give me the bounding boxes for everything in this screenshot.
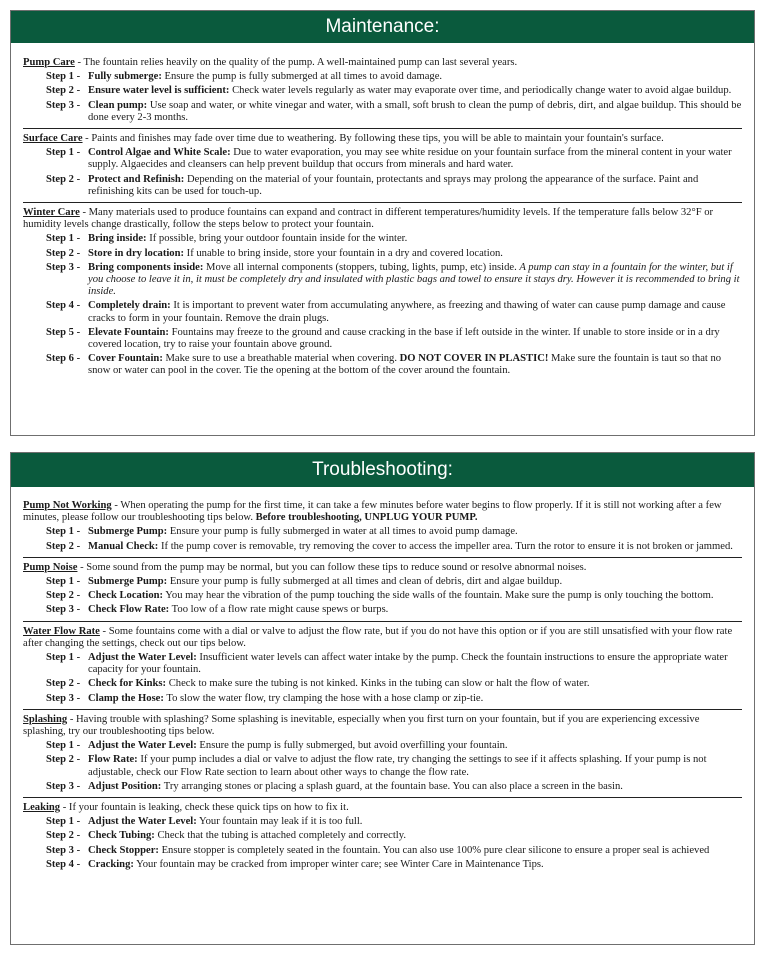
step-label: Cover Fountain: (88, 353, 163, 365)
step-description: Check to make sure the tubing is not kinked. Kinks in the tubing can slow or halt the flow of water. (166, 678, 590, 690)
maintenance-title: Maintenance: (11, 11, 754, 43)
step-number: Step 1 - (46, 71, 81, 83)
section-title: Surface Care (23, 133, 83, 145)
step-description: Depending on the material of your fountain, protectants and sprays may prolong the appearance of the surface. Paint and refinishing kits can be used for touch-up. (88, 173, 699, 197)
step-description: Ensure your pump is fully submerged in water at all times to avoid pump damage. (167, 526, 518, 538)
step-description: Ensure the pump is fully submerged at all times to avoid damage. (161, 71, 443, 83)
step-description: Ensure stopper is completely seated in the fountain. You can also use 100% pure clear silicone to ensure a proper seal is achieved (158, 844, 710, 856)
step-text (88, 830, 742, 842)
step-number: Step 5 - (46, 326, 81, 338)
step-label: Check Tubing: (88, 830, 155, 842)
step-label: Adjust the Water Level: (88, 816, 197, 828)
step-text (88, 300, 742, 324)
step-text (88, 678, 742, 690)
step-text (88, 541, 742, 553)
step-row (23, 576, 742, 588)
step-row (23, 85, 742, 97)
section-intro (23, 714, 742, 738)
section-title: Pump Noise (23, 561, 78, 573)
step-label: Manual Check: (88, 540, 159, 552)
step-text (88, 233, 742, 245)
section-title: Splashing (23, 713, 68, 725)
step-text (88, 576, 742, 588)
step-description: If unable to bring inside, store your fountain in a dry and covered location. (184, 247, 503, 259)
section-intro-text: - If your fountain is leaking, check these quick tips on how to fix it. (60, 802, 349, 814)
section-title: Winter Care (23, 207, 80, 219)
step-description: Too low of a flow rate might cause spews or burps. (169, 604, 389, 616)
section-intro (23, 133, 742, 145)
step-row (23, 262, 742, 299)
step-label: Clamp the Hose: (88, 692, 164, 704)
step-number: Step 3 - (46, 261, 81, 273)
step-description: Due to water evaporation, you may see white residue on your fountain surface from the mineral content in your water supply. Algaecides and cleansers can help prevent buildup that occurs from minerals and hard water. (88, 147, 732, 171)
step-number: Step 1 - (46, 526, 81, 538)
step-label: Submerge Pump: (88, 526, 168, 538)
step-description: Ensure your pump is fully submerged at all times and clean of debris, dirt and algae buildup. (167, 576, 563, 588)
section-intro-text: - Having trouble with splashing? Some splashing is inevitable, especially when you first turn on your fountain, but if you are experiencing excessive splashing, try our troubleshooting tips below. (23, 713, 700, 738)
step-text (88, 174, 742, 198)
step-text (88, 71, 742, 83)
step-row (23, 526, 742, 538)
step-row (23, 604, 742, 616)
troubleshooting-body (11, 487, 754, 875)
step-note: A pump can stay in a fountain for the winter, but if you choose to leave it in, it must be completely dry and insulated with plastic bags and towel to ensure it stays dry. However it is recommended to bring it inside. (88, 261, 740, 298)
section-intro-text: - The fountain relies heavily on the quality of the pump. A well-maintained pump can last several years. (74, 57, 518, 68)
step-number: Step 2 - (46, 173, 81, 185)
step-text (88, 859, 742, 871)
step-number: Step 1 - (46, 816, 81, 828)
section-intro-text: - Many materials used to produce fountains can expand and contract in different temperatures/humidity levels. If the temperature falls below 32°F or humidity levels change drastically, follow the steps below to protect your fountain. (23, 207, 714, 231)
section-intro (23, 626, 742, 650)
step-description: Use soap and water, or white vinegar and water, with a small, soft brush to clean the pump of debris, dirt, and algae buildup. This should be done every 2-3 months. (88, 99, 742, 123)
step-row (23, 248, 742, 260)
step-number: Step 4 - (46, 858, 81, 870)
step-description: Your fountain may be cracked from improper winter care; see Winter Care in Maintenance Tips. (133, 858, 544, 870)
step-label: Bring components inside: (88, 261, 204, 273)
section-pump-care (23, 57, 742, 128)
step-text (88, 590, 742, 602)
section-splashing (23, 709, 742, 797)
step-warning: DO NOT COVER IN PLASTIC! (399, 353, 549, 365)
step-row (23, 300, 742, 324)
maintenance-body (11, 43, 754, 382)
step-row (23, 652, 742, 676)
section-pump-noise (23, 557, 742, 621)
step-row (23, 845, 742, 857)
section-title: Pump Care (23, 57, 75, 68)
step-description: Insufficient water levels can affect water intake by the pump. Check the fountain instructions to ensure the appropriate water capacity for your fountain. (88, 652, 728, 676)
section-title: Pump Not Working (23, 500, 112, 511)
troubleshooting-title: Troubleshooting: (11, 453, 754, 487)
step-label: Fully submerge: (88, 71, 162, 83)
step-text (88, 740, 742, 752)
step-label: Ensure water level is sufficient: (88, 85, 230, 97)
step-number: Step 1 - (46, 740, 81, 752)
step-description: Make sure to use a breathable material when covering. (162, 353, 400, 365)
step-label: Check Location: (88, 590, 164, 602)
step-text (88, 816, 742, 828)
step-row (23, 816, 742, 828)
step-description: Try arranging stones or placing a splash guard, at the fountain base. You can also place a screen in the basin. (161, 780, 623, 792)
step-label: Control Algae and White Scale: (88, 147, 231, 159)
step-number: Step 2 - (46, 754, 81, 766)
step-label: Completely drain: (88, 300, 171, 312)
step-label: Elevate Fountain: (88, 326, 169, 338)
section-intro (23, 57, 742, 69)
step-text (88, 85, 742, 97)
step-text (88, 754, 742, 778)
step-number: Step 1 - (46, 233, 81, 245)
step-text (88, 248, 742, 260)
step-number: Step 6 - (46, 353, 81, 365)
step-label: Flow Rate: (88, 754, 138, 766)
step-row (23, 147, 742, 171)
step-text (88, 353, 742, 377)
section-intro-text: - When operating the pump for the first time, it can take a few minutes before water begins to flow properly. If it is still not working after a few minutes, please follow our troubleshooting tips below. (23, 500, 722, 524)
step-label: Check Stopper: (88, 844, 159, 856)
step-row (23, 541, 742, 553)
maintenance-card (10, 10, 755, 436)
step-label: Cracking: (88, 858, 134, 870)
section-title: Leaking (23, 802, 61, 814)
step-number: Step 4 - (46, 300, 81, 312)
step-text (88, 327, 742, 351)
step-row (23, 233, 742, 245)
step-row (23, 327, 742, 351)
step-label: Adjust the Water Level: (88, 740, 197, 752)
step-number: Step 1 - (46, 652, 81, 664)
step-row (23, 678, 742, 690)
section-water-flow-rate (23, 621, 742, 709)
section-intro (23, 802, 742, 814)
section-intro-text: - Paints and finishes may fade over time due to weathering. By following these tips, you will be able to maintain your fountain's surface. (82, 133, 664, 145)
section-winter-care (23, 202, 742, 382)
step-description: Check that the tubing is attached completely and correctly. (154, 830, 406, 842)
step-description: If the pump cover is removable, try removing the cover to access the impeller area. Turn the rotor to ensure it is not broken or jammed. (158, 540, 733, 552)
step-row (23, 590, 742, 602)
step-text (88, 262, 742, 299)
step-number: Step 2 - (46, 85, 81, 97)
step-text (88, 526, 742, 538)
step-row (23, 859, 742, 871)
step-label: Check Flow Rate: (88, 604, 170, 616)
step-description: Move all internal components (stoppers, tubing, lights, pump, etc) inside. (203, 261, 520, 273)
step-text (88, 147, 742, 171)
step-description: You may hear the vibration of the pump touching the side walls of the fountain. Make sure the pump is only touching the bottom. (163, 590, 714, 602)
step-description: Your fountain may leak if it is too full. (196, 816, 363, 828)
step-label: Check for Kinks: (88, 678, 167, 690)
step-row (23, 100, 742, 124)
step-text (88, 693, 742, 705)
step-row (23, 781, 742, 793)
section-intro (23, 562, 742, 574)
step-label: Adjust the Water Level: (88, 652, 197, 664)
step-description: It is important to prevent water from accumulating anywhere, as freezing and thawing of water can cause pump damage and cause cracks to form in your fountain. Remove the drain plugs. (88, 300, 726, 324)
step-number: Step 1 - (46, 147, 81, 159)
step-row (23, 754, 742, 778)
step-label: Clean pump: (88, 99, 148, 111)
step-label: Submerge Pump: (88, 576, 168, 588)
step-number: Step 3 - (46, 99, 81, 111)
step-description: Ensure the pump is fully submerged, but avoid overfilling your fountain. (196, 740, 508, 752)
step-text (88, 100, 742, 124)
step-text (88, 781, 742, 793)
step-number: Step 2 - (46, 830, 81, 842)
troubleshooting-card (10, 452, 755, 945)
section-surface-care (23, 128, 742, 202)
section-leaking (23, 797, 742, 875)
section-intro-text: - Some sound from the pump may be normal, but you can follow these tips to reduce sound or resolve abnormal noises. (77, 561, 587, 573)
step-description: If your pump includes a dial or valve to adjust the flow rate, try changing the settings to see if it affects splashing. If your pump is not adjustable, check our Flow Rate section to learn about other ways to change the flow rate. (88, 754, 707, 778)
step-row (23, 71, 742, 83)
section-intro-text: - Some fountains come with a dial or valve to adjust the flow rate, but if you do not have this option or if you are still unsatisfied with your flow rate after changing the settings, check out our tips below. (23, 625, 733, 649)
step-row (23, 693, 742, 705)
step-number: Step 3 - (46, 692, 81, 704)
step-number: Step 3 - (46, 844, 81, 856)
section-intro (23, 207, 742, 231)
step-number: Step 2 - (46, 590, 81, 602)
step-number: Step 3 - (46, 604, 81, 616)
step-description-tail: Make sure the fountain is taut so that no snow or water can pool in the cover. Tie the opening at the bottom of the cover around the fountain. (88, 353, 722, 377)
section-intro-warning: Before troubleshooting, UNPLUG YOUR PUMP. (255, 512, 478, 524)
step-label: Adjust Position: (88, 780, 162, 792)
step-row (23, 174, 742, 198)
step-number: Step 1 - (46, 576, 81, 588)
step-text (88, 652, 742, 676)
step-description: Check water levels regularly as water may evaporate over time, and periodically change water to avoid algae buildup. (229, 85, 732, 97)
step-number: Step 2 - (46, 678, 81, 690)
section-title: Water Flow Rate (23, 625, 100, 637)
step-number: Step 2 - (46, 540, 81, 552)
section-pump-not-working (23, 500, 742, 557)
step-row (23, 740, 742, 752)
step-row (23, 353, 742, 377)
step-description: Fountains may freeze to the ground and cause cracking in the base if left outside in the winter. If unable to store inside or in a dry covered location, try to raise your fountain above ground. (88, 326, 720, 351)
step-number: Step 3 - (46, 780, 81, 792)
step-label: Store in dry location: (88, 247, 185, 259)
step-row (23, 830, 742, 842)
step-text (88, 604, 742, 616)
section-intro (23, 500, 742, 524)
step-label: Bring inside: (88, 233, 147, 245)
step-label: Protect and Refinish: (88, 173, 185, 185)
step-number: Step 2 - (46, 247, 81, 259)
step-description: If possible, bring your outdoor fountain inside for the winter. (146, 233, 408, 245)
step-description: To slow the water flow, try clamping the hose with a hose clamp or zip-tie. (163, 692, 484, 704)
step-text (88, 845, 742, 857)
